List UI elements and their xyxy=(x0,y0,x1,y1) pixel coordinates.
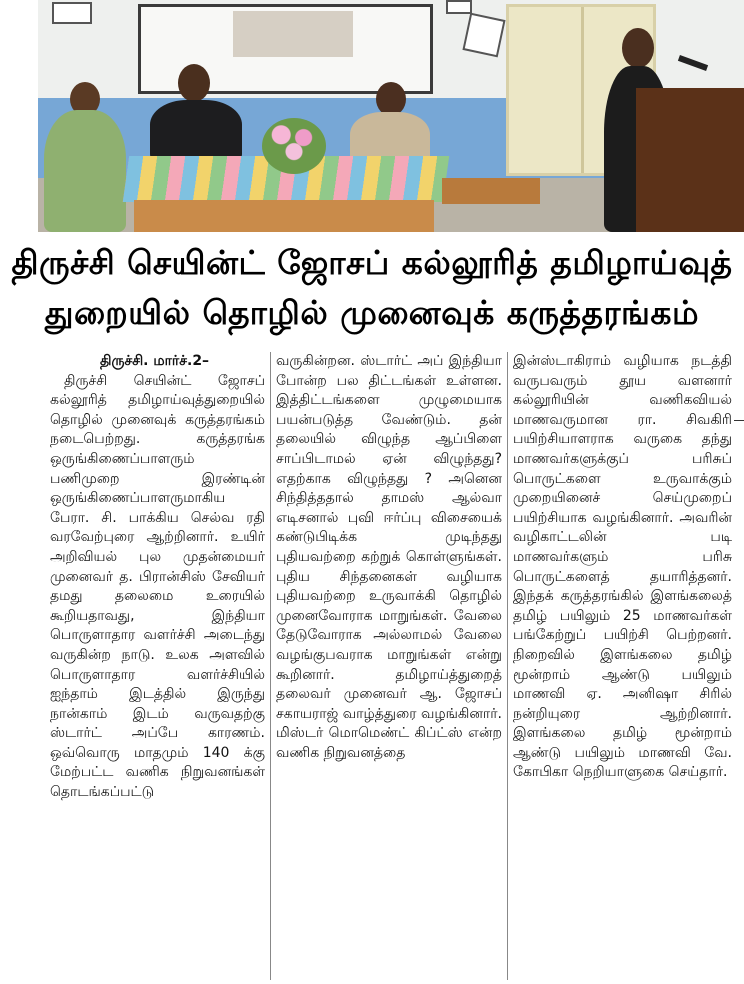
article-text: வருகின்றன. ஸ்டார்ட் அப் இந்தியா போன்ற பல திட்டங்கள் உள்ளன. இத்திட்டங்களை முழுமையாக பயன்படுத்த வேண்டும். தன் தலையில் விழுந்த ஆப்பிளை சாப்பிடாமல் ஏன் விழுந்தது? எதற்காக விழுந்தது ? அனென சிந்தித்ததால் தாமஸ் ஆல்வா எடிசனால் புவி ஈர்ப்பு விசையைக் கண்டுபிடிக்க முடிந்தது புதியவற்றை கற்றுக் கொள்ளுங்கள். புதிய சிந்தனைகள் வழியாக புதியவற்றை உருவாக்கி தொழில் முனைவோராக மாறுங்கள். வேலை தேடுவோராக அல்லாமல் வேலை வழங்குபவராக மாறுங்கள் என்று கூறினார். தமிழாய்த்துறைத் தலைவர் முனைவர் ஆ. ஜோசப் சகாயராஜ் வாழ்த்துரை வழங்கினார். மிஸ்டர் மொமெண்ட் கிப்ட்ஸ் என்ற வணிக நிறுவனத்தை xyxy=(276,353,502,761)
person-head xyxy=(178,64,210,102)
article-column-3 xyxy=(507,352,737,980)
headline xyxy=(0,232,744,344)
wall-frame xyxy=(52,2,92,24)
headline-line-1: திருச்சி செயின்ட் ஜோசப் கல்லூரித் தமிழாய்வுத் xyxy=(11,243,733,282)
event-photo xyxy=(38,0,744,232)
side-table xyxy=(442,178,540,204)
article-column-1 xyxy=(45,352,270,980)
article-text: இன்ஸ்டாகிராம் வழியாக நடத்தி வருபவரும் தூய வளனார் கல்லூரியின் வணிகவியல் மாணவருமான ரா. சிவகிரி பயிற்சியாளராக வருகை தந்து மாணவர்களுக்குப் பரிசுப் பொருட்களை உருவாக்கும் முறையினைச் செய்முறைப் பயிற்சியாக வழங்கினார். அவரின் வழிகாட்டலின் படி மாணவர்களும் பரிசு பொருட்களைத் தயாரித்தனர். இந்தக் கருத்தரங்கில் இளங்கலைத் தமிழ் பயிலும் 25 மாணவர்கள் பங்கேற்றுப் பயிற்சி பெற்றனர். நிறைவில் இளங்கலை தமிழ் மூன்றாம் ஆண்டு பயிலும் மாணவி ஏ. அனிஷா சிரில் நன்றியுரை ஆற்றினார். இளங்கலை தமிழ் மூன்றாம் ஆண்டு பயிலும் மாணவி வே. கோபிகா நெறியாளுகை செய்தார். xyxy=(513,353,732,781)
person-head xyxy=(376,82,406,116)
margin-mark xyxy=(734,420,744,421)
wall-frame xyxy=(462,13,505,58)
projected-image xyxy=(233,11,353,57)
wall-frame xyxy=(446,0,472,14)
headline-line-2: துறையில் தொழில் முனைவுக் கருத்தரங்கம் xyxy=(44,293,700,332)
seated-person xyxy=(44,110,126,232)
dateline: திருச்சி. மார்ச்.2– xyxy=(100,353,210,369)
dais-table-front xyxy=(134,200,434,232)
article-column-2 xyxy=(270,352,507,980)
person-head xyxy=(622,28,654,68)
article-text: திருச்சி செயின்ட் ஜோசப் கல்லூரித் தமிழாய்வுத்துறையில் தொழில் முனைவுக் கருத்தரங்கம் நடைபெற்றது. கருத்தரங்க ஒருங்கிணைப்பாளரும் பணிமுறை இரண்டின் ஒருங்கிணைப்பாளருமாகிய பேரா. சி. பாக்கிய செல்வ ரதி வரவேற்புரை ஆற்றினார். உயிர் அறிவியல் புல முதன்மையர் முனைவர் த. பிரான்சிஸ் சேவியர் தமது தலைமை உரையில் கூறியதாவது, இந்தியா பொருளாதார வளர்ச்சி அடைந்து வருகின்ற நாடு. உலக அளவில் பொருளாதார வளர்ச்சியில் ஐந்தாம் இடத்தில் இருந்து நான்காம் இடம் வருவதற்கு ஸ்டார்ட் அப்பே காரணம். ஒவ்வொரு மாதமும் 140 க்கு மேற்பட்ட வணிக நிறுவனங்கள் தொடங்கப்பட்டு xyxy=(50,372,265,801)
podium xyxy=(636,88,744,232)
article-body xyxy=(45,352,737,980)
seated-person xyxy=(150,100,242,162)
flower-bouquet xyxy=(262,118,326,174)
